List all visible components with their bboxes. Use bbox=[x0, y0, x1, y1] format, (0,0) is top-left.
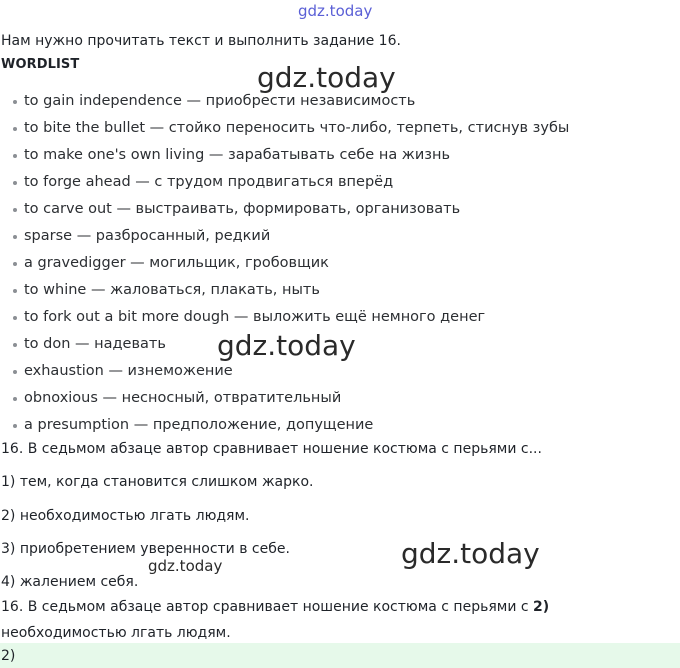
wordlist-item-text: to make one's own living — зарабатывать себе на жизнь bbox=[24, 147, 451, 163]
wordlist-item-text: to whine — жаловаться, плакать, ныть bbox=[24, 282, 320, 298]
wordlist-item bbox=[0, 385, 680, 412]
wordlist-item-text: exhaustion — изнеможение bbox=[24, 363, 233, 379]
wordlist-item bbox=[0, 250, 680, 277]
wordlist-item-text: obnoxious — несносный, отвратительный bbox=[24, 390, 342, 406]
wordlist-item bbox=[0, 304, 680, 331]
wordlist-item-text: a gravedigger — могильщик, гробовщик bbox=[24, 255, 329, 271]
wordlist-heading: WORDLIST bbox=[1, 57, 80, 72]
wordlist-item bbox=[0, 412, 680, 439]
bullet-icon bbox=[13, 370, 17, 374]
answer-continuation: необходимостью лгать людям. bbox=[1, 625, 231, 641]
bullet-icon bbox=[13, 100, 17, 104]
answer-statement bbox=[1, 598, 549, 616]
wordlist-item bbox=[0, 358, 680, 385]
bullet-icon bbox=[13, 181, 17, 185]
wordlist-item-text: to gain independence — приобрести независимость bbox=[24, 93, 416, 109]
wordlist-item-text: to forge ahead — с трудом продвигаться вперёд bbox=[24, 174, 394, 190]
watermark-top: gdz.today bbox=[298, 2, 373, 20]
bullet-icon bbox=[13, 154, 17, 158]
answer-prefix: 16. В седьмом абзаце автор сравнивает ношение костюма с перьями с bbox=[1, 599, 534, 615]
question-text: 16. В седьмом абзаце автор сравнивает ношение костюма с перьями с... bbox=[1, 441, 542, 457]
bullet-icon bbox=[13, 208, 17, 212]
watermark: gdz.today bbox=[257, 61, 396, 94]
wordlist-item-text: to fork out a bit more dough — выложить ещё немного денег bbox=[24, 309, 486, 325]
watermark: gdz.today bbox=[148, 557, 223, 575]
answer-choice: 2) bbox=[533, 599, 550, 615]
wordlist-item bbox=[0, 196, 680, 223]
wordlist-item bbox=[0, 169, 680, 196]
answer-bar bbox=[0, 643, 680, 668]
wordlist-item-text: to carve out — выстраивать, формировать, организовать bbox=[24, 201, 461, 217]
wordlist-item bbox=[0, 329, 680, 362]
wordlist-item bbox=[0, 223, 680, 250]
intro-text: Нам нужно прочитать текст и выполнить задание 16. bbox=[1, 33, 401, 49]
wordlist-item bbox=[0, 88, 680, 115]
option-2: 2) необходимостью лгать людям. bbox=[1, 508, 250, 524]
option-1: 1) тем, когда становится слишком жарко. bbox=[1, 474, 314, 490]
wordlist-item bbox=[0, 115, 680, 142]
answer-bar-text: 2) bbox=[1, 648, 16, 664]
option-4: 4) жалением себя. bbox=[1, 574, 139, 590]
bullet-icon bbox=[13, 316, 17, 320]
bullet-icon bbox=[13, 343, 17, 347]
wordlist-item bbox=[0, 142, 680, 169]
wordlist-item-text: to don — надевать bbox=[24, 336, 166, 352]
bullet-icon bbox=[13, 289, 17, 293]
bullet-icon bbox=[13, 424, 17, 428]
wordlist-item bbox=[0, 277, 680, 304]
wordlist bbox=[0, 88, 680, 439]
bullet-icon bbox=[13, 127, 17, 131]
bullet-icon bbox=[13, 262, 17, 266]
wordlist-item-text: a presumption — предположение, допущение bbox=[24, 417, 374, 433]
option-3: 3) приобретением уверенности в себе. bbox=[1, 541, 290, 557]
watermark: gdz.today bbox=[401, 537, 540, 570]
bullet-icon bbox=[13, 397, 17, 401]
bullet-icon bbox=[13, 235, 17, 239]
wordlist-item-text: to bite the bullet — стойко переносить что-либо, терпеть, стиснув зубы bbox=[24, 120, 570, 136]
wordlist-item-text: sparse — разбросанный, редкий bbox=[24, 228, 271, 244]
watermark: gdz.today bbox=[217, 329, 356, 362]
